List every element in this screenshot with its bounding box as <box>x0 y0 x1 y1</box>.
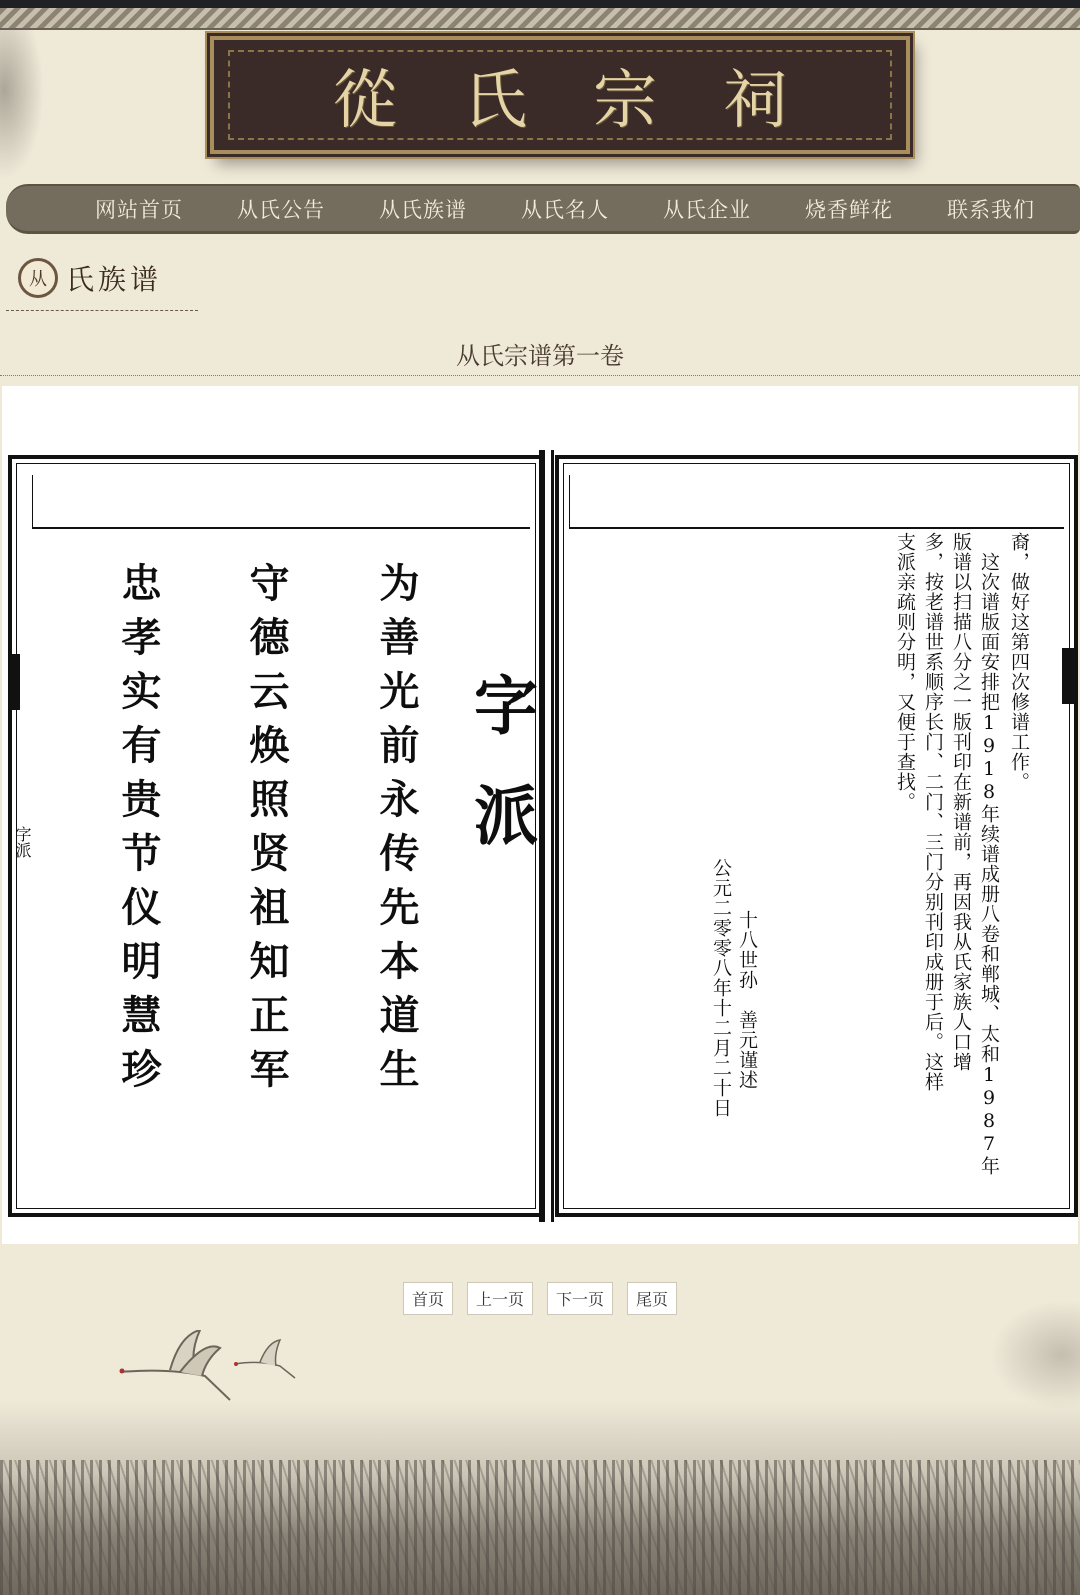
nav-celebrities[interactable]: 从氏名人 <box>521 197 609 222</box>
banner-char: 從 <box>332 64 397 138</box>
section-divider <box>6 310 198 311</box>
roof-tiles <box>0 8 1080 30</box>
section-heading <box>18 258 162 298</box>
main-nav <box>6 184 1080 234</box>
preface-signature: 十八世孙 善元谨述 <box>736 910 758 1090</box>
first-page-button[interactable]: 首页 <box>403 1282 453 1315</box>
preface-line: 多，按老谱世系顺序长门、二门、三门分别刊印成册于后。这样 <box>922 532 944 1092</box>
nav-incense-flowers[interactable]: 烧香鲜花 <box>805 197 893 222</box>
preface-line: 版谱以扫描八分之一版刊印在新谱前，再因我从氏家族人口增 <box>950 532 972 1072</box>
ink-decoration <box>0 30 44 180</box>
banner-char: 氏 <box>462 64 527 138</box>
site-banner <box>210 36 910 154</box>
page-header-band <box>32 475 530 529</box>
nav-genealogy[interactable]: 从氏族谱 <box>379 197 467 222</box>
prev-page-button[interactable]: 上一页 <box>467 1282 533 1315</box>
margin-note: 字派 <box>13 826 32 858</box>
nav-enterprises[interactable]: 从氏企业 <box>663 197 751 222</box>
last-page-button[interactable]: 尾页 <box>627 1282 677 1315</box>
section-title: 氏族谱 <box>66 263 163 296</box>
page-header-band <box>569 475 1064 529</box>
page-tab-mark <box>8 654 20 710</box>
title-divider <box>0 375 1080 376</box>
nav-contact[interactable]: 联系我们 <box>947 197 1035 222</box>
preface-line: 支派亲疏则分明，又便于查找。 <box>894 532 916 812</box>
zipai-column: 忠孝实有贵节仪明慧珍 <box>115 562 162 1102</box>
pavilion-decoration <box>990 1300 1080 1410</box>
nav-announcements[interactable]: 从氏公告 <box>237 197 325 222</box>
genealogy-scan <box>2 386 1078 1244</box>
banner-char: 祠 <box>723 64 788 138</box>
pagination <box>0 1282 1080 1315</box>
preface-line: 裔，做好这第四次修谱工作。 <box>1008 532 1030 792</box>
page-title: 从氏宗谱第一卷 <box>456 342 624 370</box>
preface-line: 这次谱版面安排把1918年续谱成册八卷和郸城、太和1987年 <box>978 532 1000 1176</box>
next-page-button[interactable]: 下一页 <box>547 1282 613 1315</box>
seal-char: 从 <box>29 269 47 290</box>
preface-date: 公元二零零八年十二月二十日 <box>710 858 732 1118</box>
nav-home[interactable]: 网站首页 <box>95 197 183 222</box>
page-spine <box>551 450 554 1222</box>
zipai-title: 字派 <box>463 672 538 892</box>
page-tab-mark <box>1062 648 1074 704</box>
forest-decoration <box>0 1460 1080 1595</box>
zipai-column: 守德云焕照贤祖知正军 <box>243 562 290 1102</box>
banner-char: 宗 <box>593 64 658 138</box>
seal-icon <box>18 258 58 298</box>
zipai-column: 为善光前永传先本道生 <box>373 562 420 1102</box>
top-strip <box>0 0 1080 8</box>
